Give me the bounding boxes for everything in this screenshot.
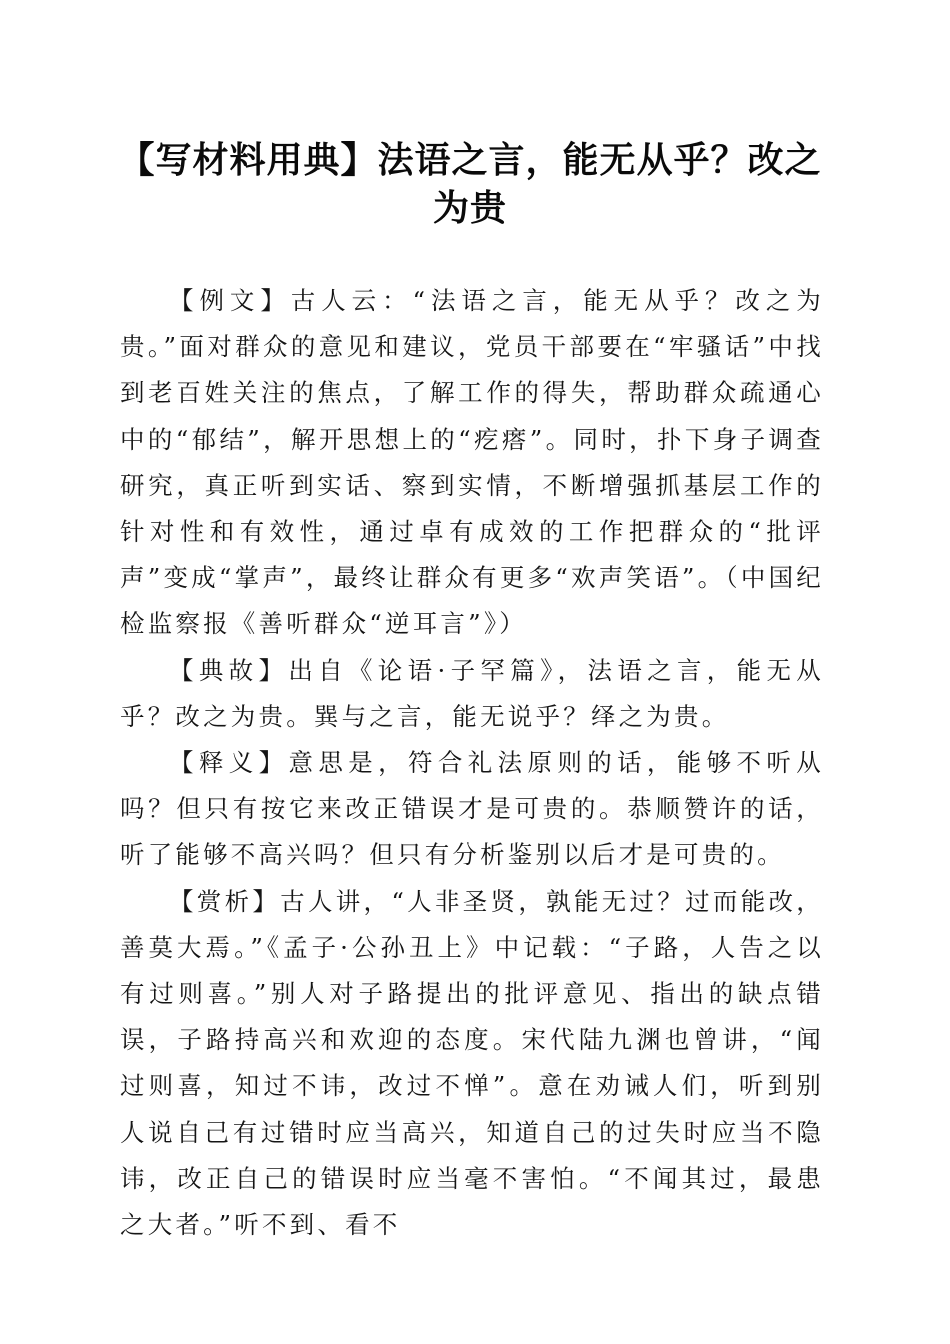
paragraph-allusion: 【典故】出自《论语·子罕篇》，法语之言，能无从乎？改之为贵。巽与之言，能无说乎？绎之为贵。 — [120, 655, 824, 731]
paragraph-appreciation: 【赏析】古人讲，“人非圣贤，孰能无过？过而能改，善莫大焉。”《孟子·公孙丑上》中记载：“子路，人告之以有过则喜。”别人对子路提出的批评意见、指出的缺点错误，子路持高兴和欢迎的态度。宋代陆九渊也曾讲，“闻过则喜，知过不讳，改过不惮”。意在劝诫人们，听到别人说自己有过错时应当高兴，知道自己的过失时应当不隐讳，改正自己的错误时应当毫不害怕。“不闻其过，最患之大者。”听不到、看不 — [120, 886, 824, 1240]
paragraph-interpretation: 【释义】意思是，符合礼法原则的话，能够不听从吗？但只有按它来改正错误才是可贵的。恭顺赞许的话，听了能够不高兴吗？但只有分析鉴别以后才是可贵的。 — [120, 748, 824, 870]
document-title: 【写材料用典】法语之言，能无从乎？改之为贵 — [118, 139, 822, 229]
paragraph-example: 【例文】古人云：“法语之言，能无从乎？改之为贵。”面对群众的意见和建议，党员干部要在“牢骚话”中找到老百姓关注的焦点，了解工作的得失，帮助群众疏通心中的“郁结”，解开思想上的“疙瘩”。同时，扑下身子调查研究，真正听到实话、察到实情，不断增强抓基层工作的针对性和有效性，通过卓有成效的工作把群众的“批评声”变成“掌声”，最终让群众有更多“欢声笑语”。（中国纪检监察报《善听群众“逆耳言”》） — [120, 286, 824, 639]
document-body — [120, 278, 824, 1248]
